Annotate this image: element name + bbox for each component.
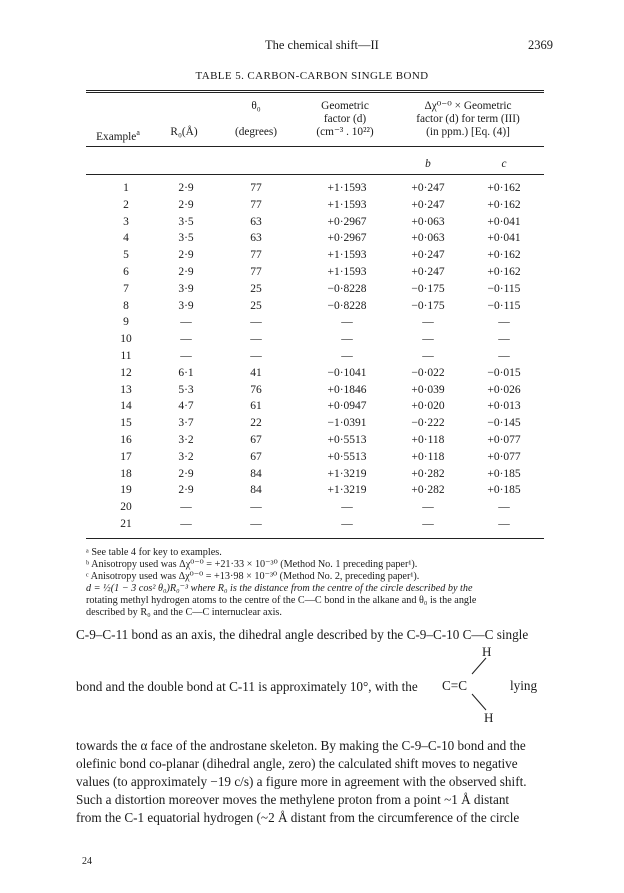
table-row [86, 518, 544, 534]
cell-geometric-factor: — [341, 316, 353, 329]
cell-r0: 6·1 [178, 366, 194, 379]
cell-theta: 63 [250, 215, 262, 228]
cell-theta: 22 [250, 417, 262, 430]
cell-geometric-factor: +0·5513 [327, 434, 367, 446]
cell-r0: 3·9 [178, 282, 194, 295]
cell-theta: 67 [250, 434, 262, 446]
table-row [86, 199, 544, 215]
table-row [86, 384, 544, 400]
cell-example: 9 [123, 316, 129, 329]
cell-geometric-factor: — [341, 518, 353, 530]
cell-term-c: +0·026 [487, 383, 521, 396]
cell-term-b: — [422, 501, 434, 514]
table-row [86, 249, 544, 265]
header-r0: R₀(Å) [170, 126, 198, 138]
cell-r0: 2·9 [178, 182, 194, 194]
cell-r0: 3·5 [178, 232, 194, 245]
table-row [86, 182, 544, 198]
cell-theta: 84 [250, 484, 262, 497]
cell-term-b: +0·282 [411, 484, 445, 497]
cell-r0: 2·9 [178, 467, 194, 480]
cell-term-b: −0·175 [411, 299, 445, 312]
body-line-7: from the C-1 equatorial hydrogen (~2 Å distant from the circumference of the circle [76, 810, 520, 825]
cell-term-b: +0·039 [411, 383, 445, 396]
cell-term-c: — [498, 501, 510, 514]
cell-r0: — [180, 333, 192, 346]
cell-term-b: +0·282 [411, 467, 445, 480]
cell-theta: 77 [250, 182, 262, 194]
cell-term-c: — [498, 518, 510, 530]
cell-theta: 77 [250, 198, 262, 211]
cell-term-b: +0·118 [411, 434, 445, 446]
cell-term-b: +0·247 [411, 182, 445, 194]
cell-term-b: +0·247 [411, 198, 445, 211]
body-line-5: values (to approximately −19 c/s) a figure more in agreement with the observed shift. [76, 774, 527, 789]
table-row [86, 266, 544, 282]
cell-term-c: +0·185 [487, 484, 521, 497]
cell-geometric-factor: +1·1593 [327, 182, 367, 194]
cell-theta: 77 [250, 266, 262, 278]
cell-geometric-factor: −0·8228 [327, 299, 367, 312]
cell-theta: 63 [250, 232, 262, 245]
cell-r0: 3·9 [178, 299, 194, 312]
cell-r0: — [180, 316, 192, 329]
table-row [86, 333, 544, 349]
cell-term-b: −0·175 [411, 282, 445, 295]
table-title: TABLE 5. CARBON-CARBON SINGLE BOND [195, 70, 429, 82]
cell-example: 6 [123, 266, 129, 278]
cell-example: 8 [123, 299, 129, 312]
table-top-rule [86, 90, 544, 93]
body-line-2: bond and the double bond at C-11 is approximately 10°, with the [76, 679, 418, 694]
table-row [86, 367, 544, 383]
cell-term-c: +0·041 [487, 215, 521, 228]
cell-geometric-factor: +1·3219 [327, 467, 367, 480]
running-title: The chemical shift—II [265, 38, 379, 52]
formula-h-top: H [482, 644, 492, 659]
cell-geometric-factor: +0·0947 [327, 400, 367, 413]
footnote-d-line3: described by R₀ and the C—C internuclear axis. [86, 607, 282, 618]
subheader-c: c [501, 158, 507, 170]
folio-number: 24 [82, 856, 92, 867]
cell-example: 7 [123, 282, 129, 295]
cell-term-b: −0·222 [411, 417, 445, 430]
cell-example: 18 [120, 467, 132, 480]
footnote-d-line2: rotating methyl hydrogen atoms to the centre of the C—C bond in the alkane and θ₀ is the angle [86, 595, 477, 606]
cell-term-b: +0·063 [411, 215, 445, 228]
cell-example: 17 [120, 450, 132, 463]
cell-theta: 25 [250, 299, 262, 312]
cell-example: 13 [120, 383, 132, 396]
formula-h-bottom: H [484, 710, 494, 725]
table-row [86, 501, 544, 517]
header-dx-line2: factor (d) for term (III) [416, 113, 520, 125]
cell-geometric-factor: +0·2967 [327, 232, 367, 245]
cell-geometric-factor: −1·0391 [327, 417, 367, 430]
cell-r0: 2·9 [178, 484, 194, 497]
table-row [86, 316, 544, 332]
header-theta-symbol: θ₀ [251, 100, 261, 112]
cell-term-b: — [422, 333, 434, 346]
body-line-4: olefinic bond co-planar (dihedral angle, zero) the calculated shift moves to negative [76, 756, 518, 771]
cell-geometric-factor: +1·1593 [327, 198, 367, 211]
table-row [86, 434, 544, 450]
cell-term-b: +0·118 [411, 450, 445, 463]
cell-term-c: +0·041 [487, 232, 521, 245]
cell-theta: — [250, 518, 262, 530]
cell-theta: 67 [250, 450, 262, 463]
footnote-c: ᶜ Anisotropy used was Δχ⁰⁻⁰ = +13·98 × 10⁻³⁰ (Method No. 2, preceding paper¹). [86, 571, 420, 582]
cell-geometric-factor: — [341, 333, 353, 346]
cell-term-b: +0·020 [411, 400, 445, 413]
body-line-1: C-9–C-11 bond as an axis, the dihedral angle described by the C-9–C-10 C—C single [76, 627, 529, 642]
cell-r0: — [180, 518, 192, 530]
table-row [86, 468, 544, 484]
cell-geometric-factor: −0·8228 [327, 282, 367, 295]
body-line-2-end: lying [510, 678, 538, 693]
table-row [86, 417, 544, 433]
cell-r0: 3·2 [178, 434, 194, 446]
cell-term-c: −0·015 [487, 366, 521, 379]
cell-geometric-factor: — [341, 350, 353, 362]
cell-example: 21 [120, 518, 132, 530]
cell-r0: 3·7 [178, 417, 194, 430]
cell-r0: 5·3 [178, 383, 194, 396]
cell-geometric-factor: +0·2967 [327, 215, 367, 228]
table-row [86, 283, 544, 299]
cell-r0: 2·9 [178, 198, 194, 211]
footnote-b: ᵇ Anisotropy used was Δχ⁰⁻⁰ = +21·33 × 10⁻³⁰ (Method No. 1 preceding paper¹). [86, 559, 418, 570]
header-dx-line1: Δχ⁰⁻⁰ × Geometric [424, 100, 512, 112]
cell-term-c: +0·013 [487, 400, 521, 413]
cell-r0: — [180, 350, 192, 362]
cell-r0: 3·5 [178, 215, 194, 228]
cell-geometric-factor: −0·1041 [327, 366, 367, 379]
cell-geometric-factor: — [341, 501, 353, 514]
bond-upper [472, 658, 486, 674]
cell-theta: — [250, 333, 262, 346]
cell-geometric-factor: +0·5513 [327, 450, 367, 463]
cell-theta: — [250, 501, 262, 514]
cell-term-c: −0·115 [487, 299, 521, 312]
cell-theta: 61 [250, 400, 262, 413]
table-row [86, 232, 544, 248]
cell-example: 4 [123, 232, 129, 245]
cell-term-c: +0·077 [487, 450, 521, 463]
cell-geometric-factor: +1·3219 [327, 484, 367, 497]
table-row [86, 216, 544, 232]
cell-term-c: — [498, 350, 510, 362]
footnote-a: ᵃ See table 4 for key to examples. [86, 547, 222, 558]
cell-term-c: +0·162 [487, 266, 521, 278]
header-geo-line1: Geometric [321, 100, 369, 112]
formula-cc: C=C [442, 678, 468, 693]
cell-theta: — [250, 316, 262, 329]
table-row [86, 400, 544, 416]
table-row [86, 350, 544, 366]
header-rule [86, 146, 544, 147]
cell-r0: 2·9 [178, 249, 194, 262]
cell-geometric-factor: +0·1846 [327, 383, 367, 396]
cell-term-b: — [422, 316, 434, 329]
cell-example: 1 [123, 182, 129, 194]
table-bottom-rule [86, 538, 544, 539]
header-geo-line2: factor (d) [323, 113, 367, 125]
cell-theta: 76 [250, 383, 262, 396]
cell-term-c: +0·162 [487, 198, 521, 211]
cell-term-b: — [422, 518, 434, 530]
cell-term-c: — [498, 333, 510, 346]
cell-example: 14 [120, 400, 132, 413]
cell-r0: 4·7 [178, 400, 194, 413]
cell-term-c: +0·162 [487, 182, 521, 194]
cell-term-b: — [422, 350, 434, 362]
cell-example: 19 [120, 484, 132, 497]
header-geo-line3: (cm⁻³ . 10²²) [316, 126, 374, 138]
table-row [86, 484, 544, 500]
cell-example: 2 [123, 198, 129, 211]
cell-example: 3 [123, 215, 129, 228]
body-line-3: towards the α face of the androstane skeleton. By making the C-9–C-10 bond and the [76, 738, 526, 753]
cell-term-c: +0·077 [487, 434, 521, 446]
header-dx-line3: (in ppm.) [Eq. (4)] [426, 126, 510, 138]
cell-term-c: — [498, 316, 510, 329]
table-row [86, 451, 544, 467]
cell-term-b: −0·022 [411, 366, 445, 379]
cell-term-c: −0·145 [487, 417, 521, 430]
table-row [86, 300, 544, 316]
cell-term-c: +0·162 [487, 249, 521, 262]
cell-theta: 25 [250, 282, 262, 295]
cell-term-b: +0·063 [411, 232, 445, 245]
cell-example: 5 [123, 249, 129, 262]
cell-theta: — [250, 350, 262, 362]
cell-r0: 3·2 [178, 450, 194, 463]
header-example: Example$^a$ [96, 128, 140, 143]
cell-example: 20 [120, 501, 132, 514]
cell-term-b: +0·247 [411, 249, 445, 262]
cell-example: 10 [120, 333, 132, 346]
subheader-b: b [425, 158, 431, 170]
cell-geometric-factor: +1·1593 [327, 266, 367, 278]
cell-term-b: +0·247 [411, 266, 445, 278]
cell-geometric-factor: +1·1593 [327, 249, 367, 262]
cell-theta: 77 [250, 249, 262, 262]
cell-example: 11 [120, 350, 132, 362]
page-number: 2369 [528, 38, 553, 52]
footnote-d-line1: d = ½(1 − 3 cos² θ₀)R₀⁻³ where R₀ is the distance from the centre of the circle described by the [86, 583, 473, 594]
bond-lower [472, 694, 486, 710]
cell-example: 16 [120, 434, 132, 446]
cell-term-c: −0·115 [487, 282, 521, 295]
body-line-6: Such a distortion moreover moves the methylene proton from a point ~1 Å distant [76, 792, 510, 807]
subheader-rule [86, 174, 544, 175]
cell-term-c: +0·185 [487, 467, 521, 480]
cell-theta: 84 [250, 467, 262, 480]
cell-example: 12 [120, 366, 132, 379]
cell-r0: — [180, 501, 192, 514]
cell-theta: 41 [250, 366, 262, 379]
cell-r0: 2·9 [178, 266, 194, 278]
header-theta-unit: (degrees) [234, 126, 278, 138]
cell-example: 15 [120, 417, 132, 430]
